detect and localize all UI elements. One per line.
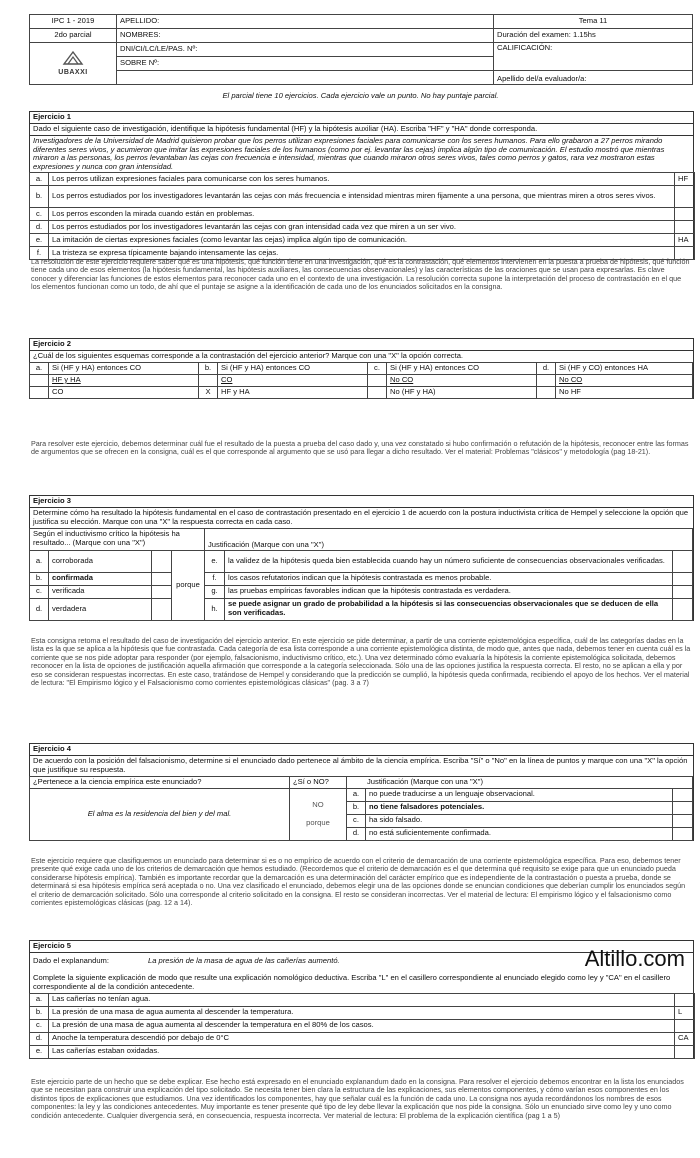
nombres-field[interactable]: NOMBRES: [117,29,494,43]
option-premise-2: HF y HA [49,374,199,386]
justification-letter: g. [205,585,225,598]
table-row [30,186,695,208]
option-conclusion: No (HF y HA) [387,386,537,398]
row-text: Los perros estudiados por los investigadores levantarán las cejas con gran intensidad cada vez que miren a un ser vivo. [49,221,675,234]
logo-text: UBAXXI [58,68,88,76]
exam-intro: El parcial tiene 10 ejercicios. Cada ejercicio vale un punto. No hay puntaje parcial. [222,91,499,100]
option-letter: d. [347,827,366,840]
exercise-5-title: Ejercicio 5 [30,941,693,953]
option-letter: a. [30,550,49,572]
option-premise: Si (HF y HA) entonces CO [218,362,368,374]
table-row [30,1006,695,1019]
justification-text: la validez de la hipótesis queda bien establecida cuando hay un número suficiente de consecuencias observacionales verificadas. [225,550,673,572]
exercise-2-prompt: ¿Cuál de los siguientes esquemas corresponde a la contrastación del ejercicio anterior? Marque con una "X" la opción correcta. [30,351,693,363]
table-row [30,788,693,801]
option-premise: Si (HF y CO) entonces HA [556,362,693,374]
exercise-5-note: Este ejercicio parte de un hecho que se debe explicar. Ese hecho está expresado en el enunciado explanandum dado en la consigna. Para resolver el ejercicio debemos encontrar en la lista los enunciados que se necesitan para construir una explicación del tipo solicitado. Se necesita tener bien clara la estructura de las explicaciones, sus elementos componentes, y cómo varían esos componentes en los distintos tipos de explicaciones que estudiamos. Una vez identificados los componentes, hay que señalar cuál es la función de cada uno. La consigna nos ayuda recordándonos los nombres de esos componentes: la ley y las condiciones antecedentes. Muy importante es tener presente qué tipo de ley debe llevar la explicación que nos pide la consigna. Sólo un enunciado sirve como ley y uno como condición antecedente. Cualquier divergencia será, en consecuencia, respuesta incorrecta. Ver material de lectura: El problema de la explicación científica (pag 1 a 5) [31,1077,684,1120]
exercise-2-title: Ejercicio 2 [30,339,693,351]
answer-box[interactable] [675,208,695,221]
justification-text: se puede asignar un grado de probabilidad a la hipótesis si las consecuencias observacionales que se deducen de ella son verificadas. [225,598,673,620]
exercise-2-note: Para resolver este ejercicio, debemos determinar cuál fue el resultado de la puesta a prueba del caso dado y, una vez constatado si hubo confirmación o refutación de la hipótesis, reconocer entre las formas de argumentos que se ofrecen en la consigna, cuál es el que corresponde al argumento que se usó para llegar a dicho resultado. Ver el material: Problemas "clásicos" y metodología (pag 18-21). [31,439,689,457]
exercise-5 [29,940,694,1059]
column-header-result: Según el inductivismo crítico la hipótesis ha resultado... (Marque con una "X") [30,528,205,550]
option-premise-2: No CO [556,374,693,386]
row-letter: d. [30,221,49,234]
table-row [30,1019,695,1032]
exercise-1-title: Ejercicio 1 [30,112,693,124]
option-premise: Si (HF y HA) entonces CO [387,362,537,374]
exercise-1 [29,111,694,260]
exercise-4 [29,743,694,841]
option-letter: d. [537,362,556,374]
column-header-justification: Justificación (Marque con una "X") [347,776,693,788]
column-header-question: ¿Pertenece a la ciencia empírica este enunciado? [30,776,290,788]
table-row [30,208,695,221]
header-table [29,14,693,85]
calificacion-cell: CALIFICACIÓN: [494,43,693,71]
option-letter: c. [347,814,366,827]
table-row [30,550,693,572]
exercise-2 [29,338,694,399]
option-mark[interactable] [673,801,693,814]
row-letter: f. [30,247,49,260]
option-text: corroborada [49,550,152,572]
option-text: confirmada [49,572,152,585]
column-header-answer: ¿Sí o NO? [290,776,347,788]
option-mark[interactable] [673,814,693,827]
answer-box[interactable]: CA [675,1032,695,1045]
answer-box[interactable] [675,186,695,208]
exercise-2-table [29,362,693,399]
justification-letter: h. [205,598,225,620]
table-row [30,234,695,247]
explanandum-label: Dado el explanandum: [33,956,109,965]
option-letter: a. [347,788,366,801]
exercise-4-note: Este ejercicio requiere que clasifiquemos un enunciado para determinar si es o no empírico de acuerdo con el criterio de demarcación de una corriente epistemológica específica. Para eso, debemos tener presente qué exige cada uno de los criterios de demarcación que hemos estudiado. (Recordemos que el criterio de demarcación es el que determina qué requisito se exige para que un enunciado pueda considerarse hipótesis empírica). También es importante recordar que la demarcación es una determinación del carácter empírico que es independiente de la contrastación o puesta a prueba, donde se determinará si esa hipótesis empírica será aceptada o no. Una vez clasificado el enunciado, debemos elegir una de las opciones donde se enuncian condiciones que deberían cumplir los enunciados según el criterio de demarcación solicitado. Sólo una corresponde al criterio solicitado en la consigna. El resto se consideran incorrectas. Ver el material de lectura: El empirismo lógico y el falsacionismo como corrientes epistemológicas clásicas (pag. 12 a 14). [31,856,686,908]
row-text: Los perros estudiados por los investigadores levantarán las cejas con más frecuencia e intensidad mientras miren fijamente a una persona, que mientras miren a otros seres vivos. [49,186,675,208]
option-letter: b. [199,362,218,374]
exercise-1-table [29,172,695,260]
option-letter: b. [347,801,366,814]
option-mark[interactable] [673,827,693,840]
evaluador-cell: Apellido del/a evaluador/a: [494,71,693,85]
blank-cell [117,71,494,85]
option-letter: d. [30,598,49,620]
exercise-5-prompt: Complete la siguiente explicación de modo que resulte una explicación nomológico deductiva. Escriba "L" en el casillero correspondiente al enunciado elegido como ley y "CA" en el casillero correspondiente al de la condición antecedente. [30,973,693,994]
answer-value: NO [312,799,324,809]
option-mark[interactable] [152,550,172,572]
row-letter: a. [30,993,49,1006]
row-text: Los perros utilizan expresiones faciales para comunicarse con los seres humanos. [49,173,675,186]
explanandum-text: La presión de la masa de agua de las cañerías aumentó. [148,956,340,965]
row-letter: b. [30,186,49,208]
course-cell: IPC 1 - 2019 [30,15,117,29]
option-conclusion: No HF [556,386,693,398]
exam-cell: 2do parcial [30,29,117,43]
justification-mark[interactable] [673,598,693,620]
row-letter: c. [30,1019,49,1032]
justification-mark[interactable] [673,585,693,598]
duracion-cell: Duración del examen: 1.15hs [494,29,693,43]
option-text: verificada [49,585,152,598]
uba-logo-icon [62,50,84,66]
option-letter: b. [30,572,49,585]
justification-text: los casos refutatorios indican que la hipótesis contrastada es menos probable. [225,572,673,585]
exercise-1-prompt: Dado el siguiente caso de investigación, identifique la hipótesis fundamental (HF) y la hipótesis auxiliar (HA). Escriba "HF" y "HA" donde corresponda. [30,124,693,136]
row-text: La presión de una masa de agua aumenta al descender la temperatura. [49,1006,675,1019]
table-row [30,572,693,585]
option-mark[interactable] [30,386,49,398]
option-premise: Si (HF y HA) entonces CO [49,362,199,374]
option-text: ha sido falsado. [366,814,673,827]
table-row [30,1032,695,1045]
watermark: Altillo.com [584,946,685,971]
row-text: Los perros esconden la mirada cuando están en problemas. [49,208,675,221]
justification-text: las pruebas empíricas favorables indican que la hipótesis contrastada es verdadera. [225,585,673,598]
row-letter: c. [30,208,49,221]
answer-box[interactable] [675,1019,695,1032]
row-letter: d. [30,1032,49,1045]
table-row [30,1045,695,1058]
row-text: Anoche la temperatura descendió por debajo de 0°C [49,1032,675,1045]
option-mark[interactable] [673,788,693,801]
option-conclusion: HF y HA [218,386,368,398]
option-premise-2: No CO [387,374,537,386]
option-mark-spacer [537,374,556,386]
option-mark[interactable]: X [199,386,218,398]
answer-cell[interactable] [290,788,347,840]
porque-label: porque [172,550,205,620]
row-letter: e. [30,1045,49,1058]
table-row [30,221,695,234]
exercise-1-note: La resolución de este ejercicio requiere saber qué es una hipótesis, qué función tiene en una investigación, qué es la contrastación, qué elementos intervienen en la puesta a prueba de hipótesis, qué función tiene cada uno de esos elementos (la hipótesis fundamental, las hipótesis auxiliares, las consecuencias observacionales) y las características de las oraciones que se usan para expresarlas. Es clave conocer y diferenciar las funciones de estos elementos para reconocer cada uno en el contexto de una investigación. La resolución correcta supone la interpretación del proceso de contrastación en el que los elementos funcionan como un todo, de ahí que el puntaje se asigne a la identificación de cada uno de los enunciados solicitados en la consigna. [31,257,690,292]
table-row [30,993,695,1006]
justification-mark[interactable] [673,550,693,572]
exercise-4-table [29,776,693,841]
answer-box[interactable]: HF [675,173,695,186]
exercise-3-title: Ejercicio 3 [30,496,693,508]
row-letter: b. [30,1006,49,1019]
exercise-1-case: Investigadores de la Universidad de Madrid quisieron probar que los perros utilizan expresiones faciales para comunicarse con los seres humanos. Para ello grabaron a 27 perros mirando diferentes seres vivos, y acumieron que imitar las expresiones faciales de los humanos (como por ej. levantar las cejas) implica algún tipo de comunicación. El estudio mostró que mientras miraron a las personas, los perros levantaban las cejas con frecuencia e intensidad, mientras que cuando miraron otros seres vivos, tales como perros y gatos, rara vez mostraron estas expresiones y nunca con gran intensidad. [30,136,693,173]
exercise-4-prompt: De acuerdo con la posición del falsacionismo, determine si el enunciado dado pertenece al ámbito de la ciencia empírica. Escriba "Sí" o "No" en la línea de puntos y marque con una "X" la opción que justifique su respuesta. [30,756,693,777]
row-text: La imitación de ciertas expresiones faciales (como levantar las cejas) implica algún tipo de comunicación. [49,234,675,247]
justification-mark[interactable] [673,572,693,585]
sobre-field[interactable]: SOBRE Nº: [117,57,494,71]
option-mark[interactable] [537,386,556,398]
logo-cell [30,43,117,85]
option-text: no tiene falsadores potenciales. [366,801,673,814]
answer-box[interactable]: HA [675,234,695,247]
option-mark[interactable] [152,585,172,598]
option-text: verdadera [49,598,152,620]
exercise-4-title: Ejercicio 4 [30,744,693,756]
exercise-3-note: Esta consigna retoma el resultado del caso de investigación del ejercicio anterior. En este ejercicio se pide determinar, a partir de una corriente epistemológica específica, cuál de las categorías dadas en la lista es la que se aplica a la hipótesis que fue contrastada. Cada categoría de esa lista corresponde a una corriente epistemológica distinta, de modo que, antes que nada, debemos tener en cuenta cuál es la corriente que se nos pide adoptar para responder (por ejemplo, falsacionismo, inductivismo crítico, etc.). Una vez determinado cómo evaluaría la hipótesis la corriente epistemológica solicitada, debemos reconocer en la lista de opciones de justificación aquella afirmación que corresponde a la categoría seleccionada. Sólo una de las opciones justifica la respuesta correcta. El resto, no se aplican a ella y por eso se consideran respuestas incorrectas. En este caso, tratándose de Hempel y considerando que la predicción se cumplió, la hipótesis queda confirmada, recibiendo el apoyo de los hechos. Ver el material de lectura: "El Empirismo lógico y el Falsacionismo como corrientes epistemológicas clásicas" (pag. 3 a 7) [31,636,691,688]
option-conclusion: CO [49,386,199,398]
row-text: La tristeza se expresa típicamente bajando intensamente las cejas. [49,247,675,260]
justification-letter: e. [205,550,225,572]
option-mark-spacer [30,374,49,386]
option-text: no puede traducirse a un lenguaje observacional. [366,788,673,801]
statement-text: El alma es la residencia del bien y del mal. [30,788,290,840]
option-mark-spacer [199,374,218,386]
option-letter: c. [368,362,387,374]
answer-box[interactable] [675,993,695,1006]
option-premise-2: CO [218,374,368,386]
porque-label: porque [306,817,330,827]
table-row [30,173,695,186]
row-letter: a. [30,173,49,186]
explanandum-line [30,946,693,973]
exercise-3 [29,495,694,621]
answer-box[interactable]: L [675,1006,695,1019]
justification-letter: f. [205,572,225,585]
column-header-justification: Justificación (Marque con una "X") [205,528,693,550]
option-mark-spacer [368,374,387,386]
row-text: La presión de una masa de agua aumenta al descender la temperatura en el 80% de los casos. [49,1019,675,1032]
option-letter: c. [30,585,49,598]
option-mark[interactable] [152,572,172,585]
row-text: Las cañerías estaban oxidadas. [49,1045,675,1058]
option-text: no está suficientemente confirmada. [366,827,673,840]
option-mark[interactable] [368,386,387,398]
tema-cell: Tema 11 [494,15,693,29]
answer-box[interactable] [675,1045,695,1058]
option-letter: a. [30,362,49,374]
table-row [30,598,693,620]
table-row [30,585,693,598]
row-letter: e. [30,234,49,247]
answer-box[interactable] [675,221,695,234]
exercise-3-prompt: Determine cómo ha resultado la hipótesis fundamental en el caso de contrastación presentado en el ejercicio 1 de acuerdo con la postura inductivista crítica de Hempel y seleccione la opción que justifica su elección. Marque con una "X" la respuesta correcta en cada caso. [30,508,693,529]
exercise-3-table [29,528,693,621]
exercise-5-table [29,993,695,1059]
dni-field[interactable]: DNI/CI/LC/LE/PAS. Nº: [117,43,494,57]
apellido-field[interactable]: APELLIDO: [117,15,494,29]
row-text: Las cañerías no tenían agua. [49,993,675,1006]
option-mark[interactable] [152,598,172,620]
